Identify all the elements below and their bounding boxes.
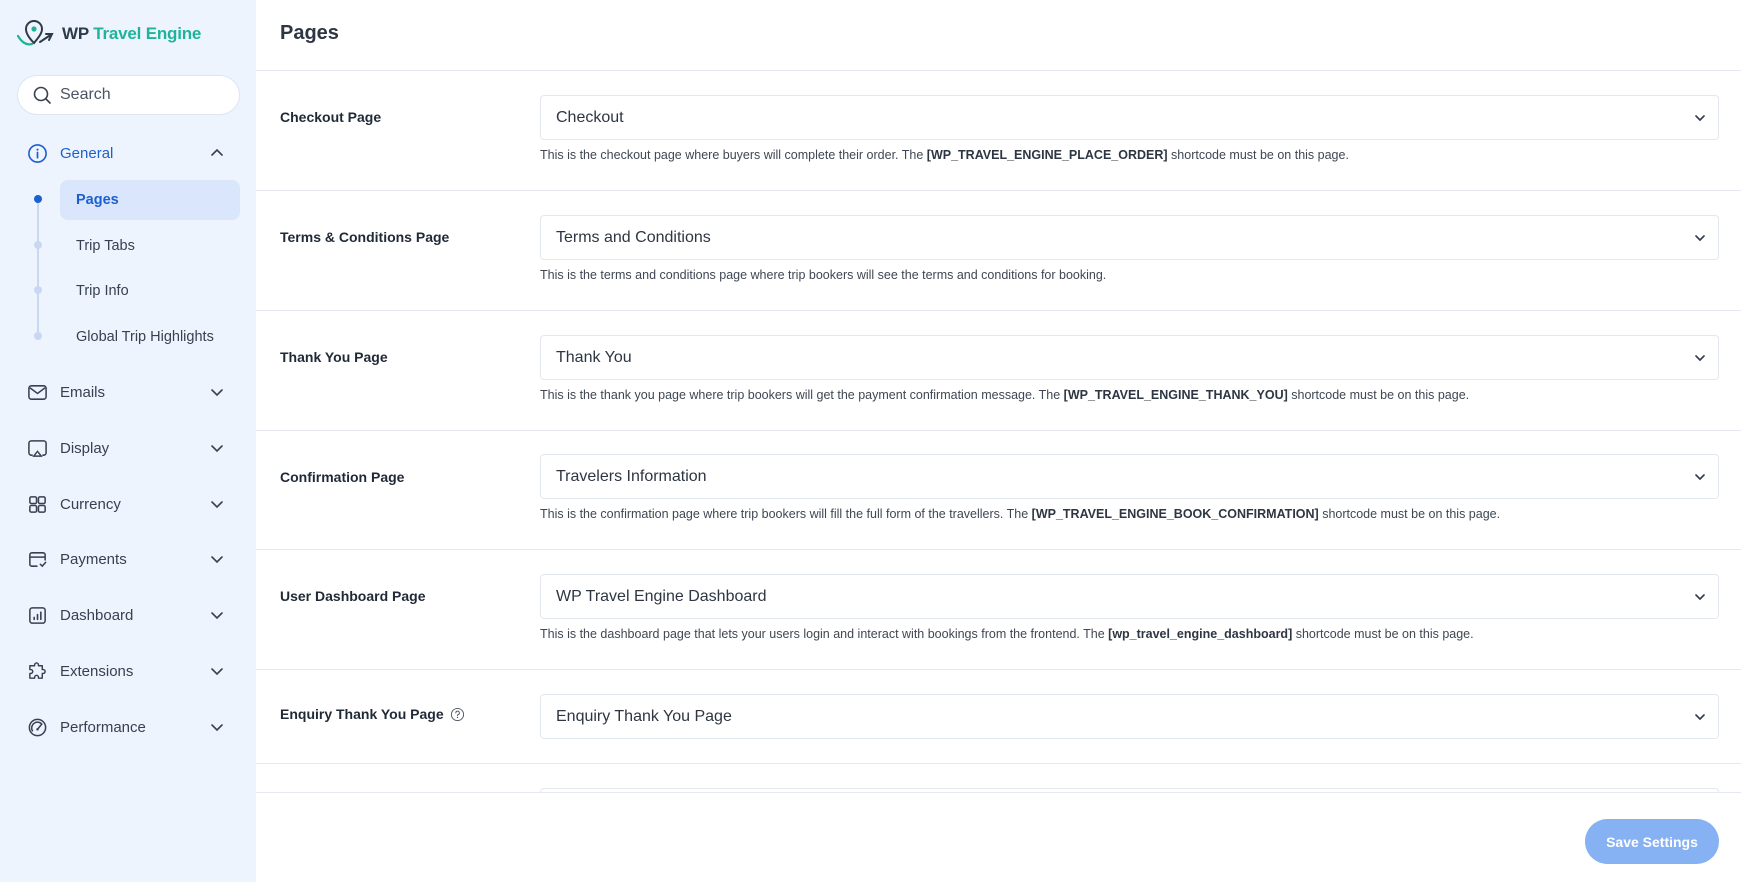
checkout-page-select[interactable] [540,95,1719,140]
subnav-item-pages[interactable]: Pages [60,180,240,220]
help-icon[interactable] [450,707,465,722]
user-dashboard-page-select[interactable] [540,574,1719,619]
nav-item-payments[interactable] [0,539,256,579]
chevron-down-icon [1692,110,1708,126]
search-box[interactable] [17,75,240,115]
logo-pin-plane-icon [16,20,56,48]
divider [256,430,1741,431]
row-label: Checkout Page [280,109,382,125]
thank-you-page-select[interactable] [540,335,1719,380]
shortcode: [WP_TRAVEL_ENGINE_THANK_YOU] [1063,388,1288,402]
display-icon [27,438,48,459]
logo[interactable] [16,20,201,48]
shortcode: [WP_TRAVEL_ENGINE_BOOK_CONFIRMATION] [1031,507,1319,521]
card-icon [27,549,48,570]
row-label: Enquiry Thank You Page [280,706,465,722]
divider [256,763,1741,764]
chevron-down-icon[interactable] [209,384,225,400]
search-icon [32,85,52,105]
chevron-down-icon[interactable] [209,663,225,679]
subnav-dot [34,332,42,340]
main-content [256,0,1741,882]
nav-item-emails[interactable] [0,372,256,412]
terms-page-select[interactable] [540,215,1719,260]
nav-item-label: Display [60,439,110,457]
nav-item-display[interactable] [0,428,256,468]
general-subnav [0,180,256,350]
chevron-down-icon[interactable] [209,440,225,456]
subnav-track [37,200,39,337]
select-value: Thank You [556,348,632,366]
select-value: Checkout [556,108,624,126]
nav-item-label: Dashboard [60,606,134,624]
divider [256,669,1741,670]
chevron-down-icon[interactable] [209,719,225,735]
nav-item-currency[interactable] [0,484,256,524]
puzzle-icon [27,661,48,682]
enquiry-thank-you-page-select[interactable] [540,694,1719,739]
chevron-down-icon [1692,469,1708,485]
nav-item-label: Currency [60,495,121,513]
nav-item-extensions[interactable] [0,651,256,691]
row-description: This is the dashboard page that lets your users login and interact with bookings from the frontend. The [wp_travel_engine_dashboard] shortcode must be on this page. [540,627,1474,641]
info-circle-icon [27,143,48,164]
divider [256,549,1741,550]
nav-item-label: Extensions [60,662,134,680]
row-label: Terms & Conditions Page [280,229,450,245]
confirmation-page-select[interactable] [540,454,1719,499]
subnav-dot [34,241,42,249]
chevron-up-icon[interactable] [209,145,225,161]
divider [256,310,1741,311]
row-label: Thank You Page [280,349,388,365]
mail-icon [27,382,48,403]
subnav-dot [34,286,42,294]
chevron-down-icon [1692,350,1708,366]
page-title: Pages [280,22,339,44]
row-label: User Dashboard Page [280,588,426,604]
nav-item-label: General [60,144,114,162]
chevron-down-icon [1692,709,1708,725]
select-value: Terms and Conditions [556,228,711,246]
shortcode: [WP_TRAVEL_ENGINE_PLACE_ORDER] [926,148,1168,162]
nav-item-performance[interactable] [0,707,256,747]
grid-icon [27,494,48,515]
gauge-icon [27,717,48,738]
nav-item-label: Performance [60,718,146,736]
nav-item-dashboard[interactable] [0,595,256,635]
nav-item-label: Payments [60,550,127,568]
chevron-down-icon[interactable] [209,551,225,567]
row-description: This is the thank you page where trip bookers will get the payment confirmation message. The [WP_TRAVEL_ENGINE_THANK_YOU] shortcode must be on this page. [540,388,1470,402]
nav-item-general[interactable] [0,133,256,173]
search-input[interactable] [60,86,230,104]
chevron-down-icon[interactable] [209,607,225,623]
shortcode: [wp_travel_engine_dashboard] [1108,627,1293,641]
row-label: Confirmation Page [280,469,405,485]
chevron-down-icon[interactable] [209,496,225,512]
row-description: This is the checkout page where buyers will complete their order. The [WP_TRAVEL_ENGINE_PLACE_ORDER] shortcode must be on this page. [540,148,1349,162]
subnav-dot-active [34,195,42,203]
select-value: WP Travel Engine Dashboard [556,587,767,605]
chevron-down-icon [1692,230,1708,246]
footer-bar [256,792,1741,882]
chart-icon [27,605,48,626]
nav-item-label: Emails [60,383,106,401]
select-value: Enquiry Thank You Page [556,707,732,725]
sidebar [0,0,256,882]
select-value: Travelers Information [556,467,707,485]
row-description: This is the confirmation page where trip bookers will fill the full form of the travellers. The [WP_TRAVEL_ENGINE_BOOK_CONFIRMATION] shortcode must be on this page. [540,507,1501,521]
chevron-down-icon [1692,589,1708,605]
divider [256,70,1741,71]
logo-wp: WP [62,24,89,43]
logo-name: Travel Engine [93,24,202,43]
subnav-item-trip-tabs[interactable]: Trip Tabs [76,238,135,254]
divider [256,190,1741,191]
subnav-item-trip-info[interactable]: Trip Info [76,283,129,299]
row-description: This is the terms and conditions page where trip bookers will see the terms and conditions for booking. [540,268,1107,282]
subnav-item-global-trip-highlights[interactable]: Global Trip Highlights [76,329,214,345]
save-settings-button[interactable]: Save Settings [1585,819,1719,864]
